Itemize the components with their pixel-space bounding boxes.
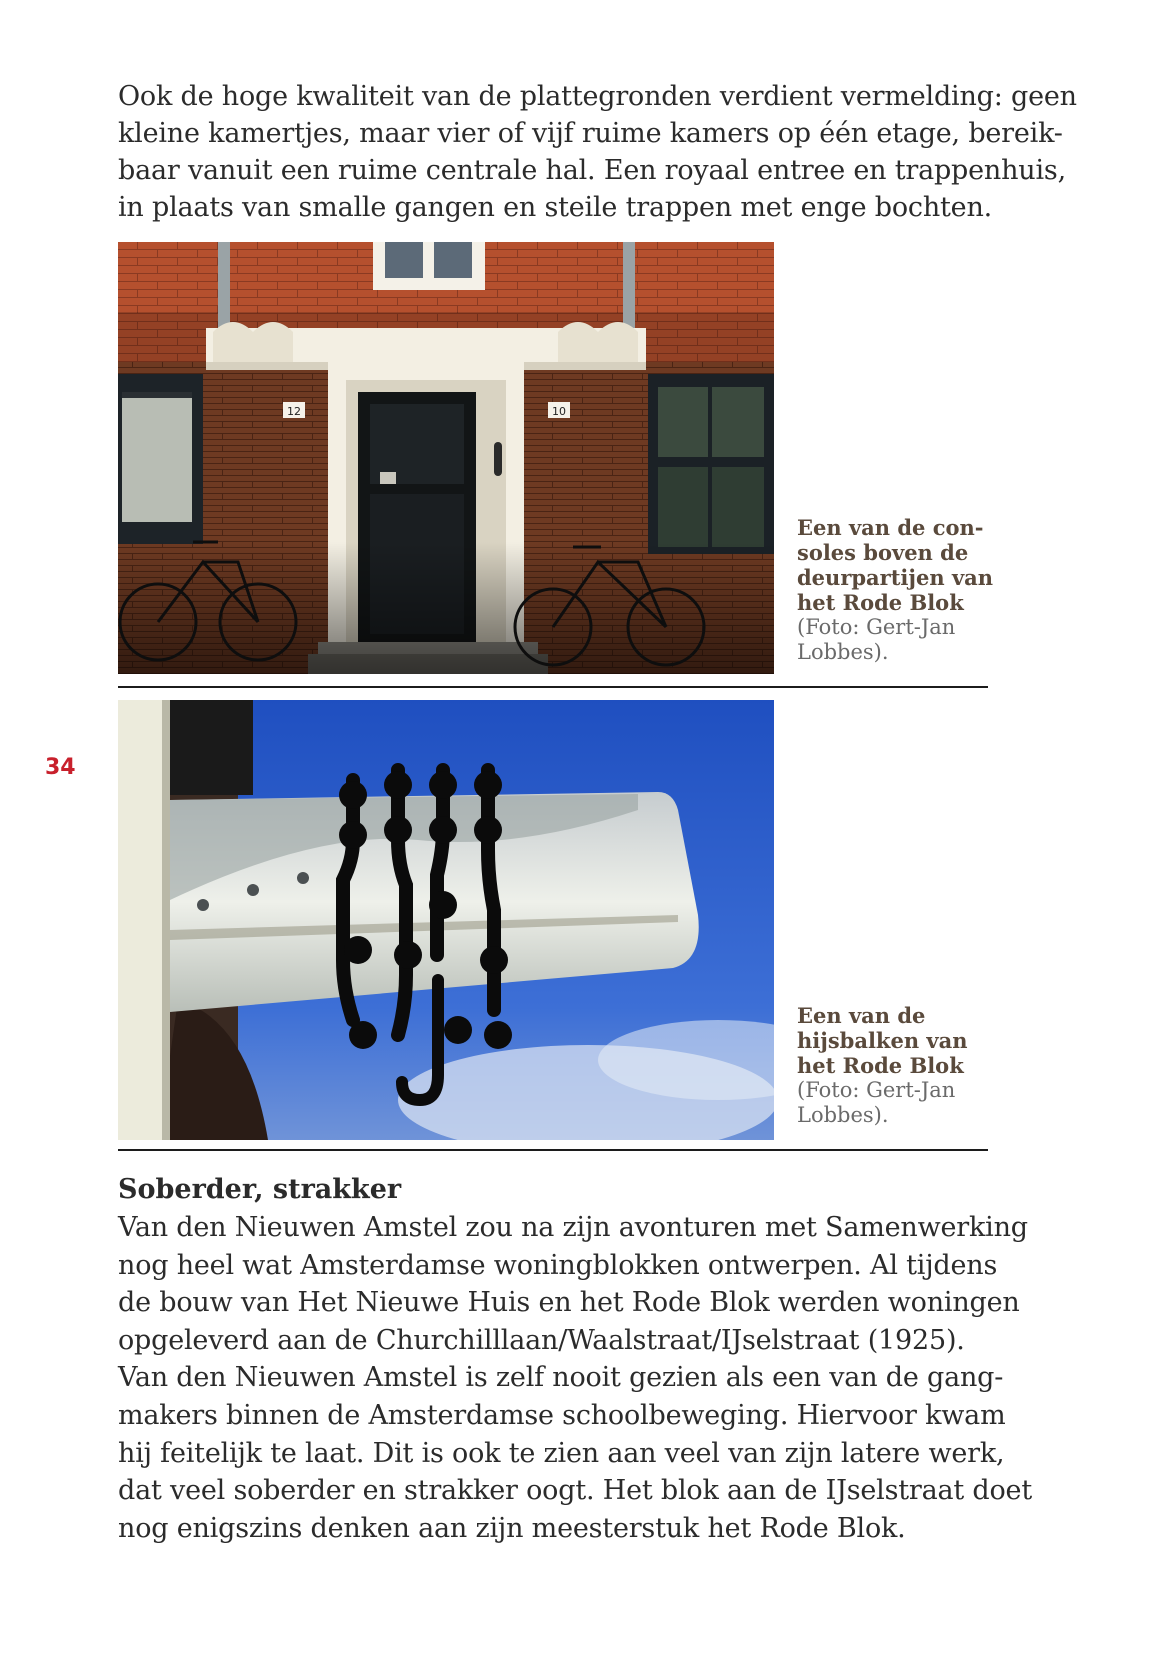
caption-doorway [797,515,997,665]
intro-paragraph [118,78,1077,226]
intro-line: in plaats van smalle gangen en steile trappen met enge bochten. [118,192,993,223]
house-number-right: 10 [552,405,566,418]
caption-title-line: hijsbalken van [797,1028,968,1053]
body-line: Van den Nieuwen Amstel zou na zijn avonturen met Samenwerking [118,1212,1028,1243]
caption-title-line: deurpartijen van [797,565,994,590]
body-line: dat veel soberder en strakker oogt. Het blok aan de IJselstraat doet [118,1475,1032,1507]
photo-hoisting-beam [118,700,774,1140]
body-line: nog enigszins denken aan zijn meesterstuk het Rode Blok. [118,1512,906,1544]
body-line: de bouw van Het Nieuwe Huis en het Rode Blok werden woningen [118,1287,1020,1319]
caption-credit-line: Lobbes). [797,1103,889,1127]
body-line: nog heel wat Amsterdamse woningblokken ontwerpen. Al tijdens [118,1249,998,1281]
intro-line: kleine kamertjes, maar vier of vijf ruime kamers op één etage, bereik- [118,118,1063,149]
photo-doorway-console [118,242,774,674]
section-heading: Soberder, strakker [118,1174,402,1205]
section-paragraph [118,1209,1032,1547]
house-number-left: 12 [287,405,301,418]
intro-line: Ook de hoge kwaliteit van de plattegronden verdient vermelding: geen [118,81,1077,112]
caption-title-line: Een van de [797,1003,926,1028]
caption-hoisting-beam [797,1003,997,1128]
body-line: opgeleverd aan de Churchilllaan/Waalstraat/IJselstraat (1925). [118,1324,965,1356]
caption-title-line: het Rode Blok [797,1053,964,1078]
caption-title-line: Een van de con- [797,515,984,540]
caption-credit-line: (Foto: Gert-Jan [797,1078,956,1102]
caption-credit-line: (Foto: Gert-Jan [797,615,956,639]
body-line: hij feitelijk te laat. Dit is ook te zien aan veel van zijn latere werk, [118,1437,1005,1469]
body-line: makers binnen de Amsterdamse schoolbeweging. Hiervoor kwam [118,1399,1006,1431]
page-number: 34 [45,755,76,780]
caption-title-line: het Rode Blok [797,590,964,615]
caption-title-line: soles boven de [797,540,969,565]
intro-line: baar vanuit een ruime centrale hal. Een royaal entree en trappenhuis, [118,155,1066,186]
caption-credit-line: Lobbes). [797,640,889,664]
divider-rule [118,686,988,688]
body-line: Van den Nieuwen Amstel is zelf nooit gezien als een van de gang- [118,1362,1004,1394]
divider-rule [118,1149,988,1151]
